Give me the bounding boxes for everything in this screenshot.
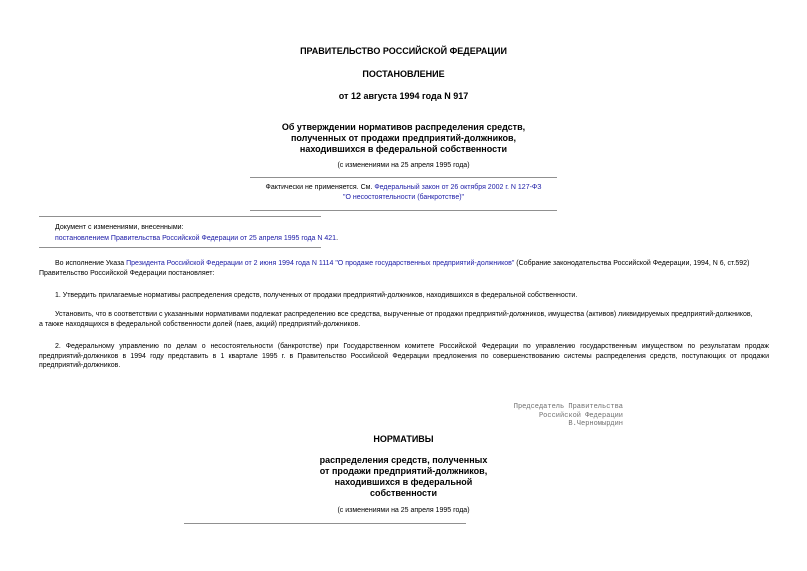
preamble	[39, 259, 769, 278]
item-1: 1. Утвердить прилагаемые нормативы распределения средств, полученных от продажи предприятий-должников, находившихся в федеральной собственности.	[55, 292, 578, 299]
preamble-suffix: (Собрание законодательства Российской Федерации, 1994, N 6, ст.592)	[514, 260, 750, 267]
item-2-line-3: предприятий-должников.	[39, 362, 121, 369]
applicability-notice	[0, 183, 807, 203]
item-1-continuation	[39, 310, 769, 329]
title-line-3: находившихся в федеральной собственности	[299, 144, 508, 154]
bankruptcy-law-link[interactable]: "О несостоятельности (банкротстве)"	[342, 194, 465, 201]
item-1-continuation-line-1: Установить, что в соответствии с указанными нормативами подлежат распределению все средства, вырученные от продажи предприятий-должников, имущества (активов) ликвидируемых предприятий-должников,	[55, 311, 753, 318]
normatives-title-line-1: распределения средств, полученных	[319, 455, 488, 465]
item-2	[39, 342, 769, 371]
signature-title: Председатель Правительства	[513, 403, 623, 411]
divider	[39, 247, 321, 248]
item-2-line-1: 2. Федеральному управлению по делам о несостоятельности (банкротстве) при Государственном комитете Российской Федерации по управлению государственным имуществом по результатам продаж	[55, 343, 769, 350]
signature-block	[514, 403, 623, 429]
normatives-title-line-4: собственности	[370, 488, 437, 498]
divider	[184, 523, 466, 524]
amendments-suffix: .	[336, 235, 339, 242]
signature-country: Российской Федерации	[538, 411, 623, 420]
amendment-decree-link[interactable]: постановлением Правительства Российской Федерации от 25 апреля 1995 года N 421	[55, 235, 337, 242]
title-changes-note: (с изменениями на 25 апреля 1995 года)	[337, 162, 470, 169]
normatives-title	[0, 455, 807, 499]
normatives-heading: НОРМАТИВЫ	[373, 434, 434, 444]
federal-law-link[interactable]: Федеральный закон от 26 октября 2002 г. N 127-ФЗ	[374, 184, 542, 191]
item-1-continuation-line-2: а также находящихся в федеральной собственности долей (паев, акций) предприятий-должников.	[39, 320, 361, 328]
preamble-prefix: Во исполнение Указа	[55, 260, 127, 267]
normatives-title-line-3: находившихся в федеральной	[334, 477, 473, 487]
divider	[250, 210, 557, 211]
amendments-block	[55, 222, 338, 244]
signature-name: В.Черномырдин	[568, 420, 623, 428]
notice-prefix: Фактически не применяется. См.	[265, 184, 375, 191]
title-line-2: полученных от продажи предприятий-должников,	[290, 133, 517, 143]
normatives-title-line-2: от продажи предприятий-должников,	[319, 466, 488, 476]
document-title	[0, 122, 807, 155]
divider	[39, 216, 321, 217]
presidential-decree-link[interactable]: Президента Российской Федерации от 2 июня 1994 года N 1114 "О продаже государственных предприятий-должников"	[126, 260, 515, 267]
item-2-line-2: предприятий-должников в 1994 году представить в 1 квартале 1995 г. в Правительство Российской Федерации предложения по совершенствованию системы распределения средств, поступающих от продажи	[39, 352, 769, 360]
divider	[250, 177, 557, 178]
document-type: ПОСТАНОВЛЕНИЕ	[362, 69, 445, 79]
amendments-label: Документ с изменениями, внесенными:	[55, 224, 184, 231]
preamble-resolves: Правительство Российской Федерации постановляет:	[39, 269, 215, 277]
government-name: ПРАВИТЕЛЬСТВО РОССИЙСКОЙ ФЕДЕРАЦИИ	[300, 46, 507, 56]
document-date-number: от 12 августа 1994 года N 917	[338, 91, 469, 101]
normatives-changes-note: (с изменениями на 25 апреля 1995 года)	[337, 507, 470, 514]
title-line-1: Об утверждении нормативов распределения средств,	[281, 122, 526, 132]
